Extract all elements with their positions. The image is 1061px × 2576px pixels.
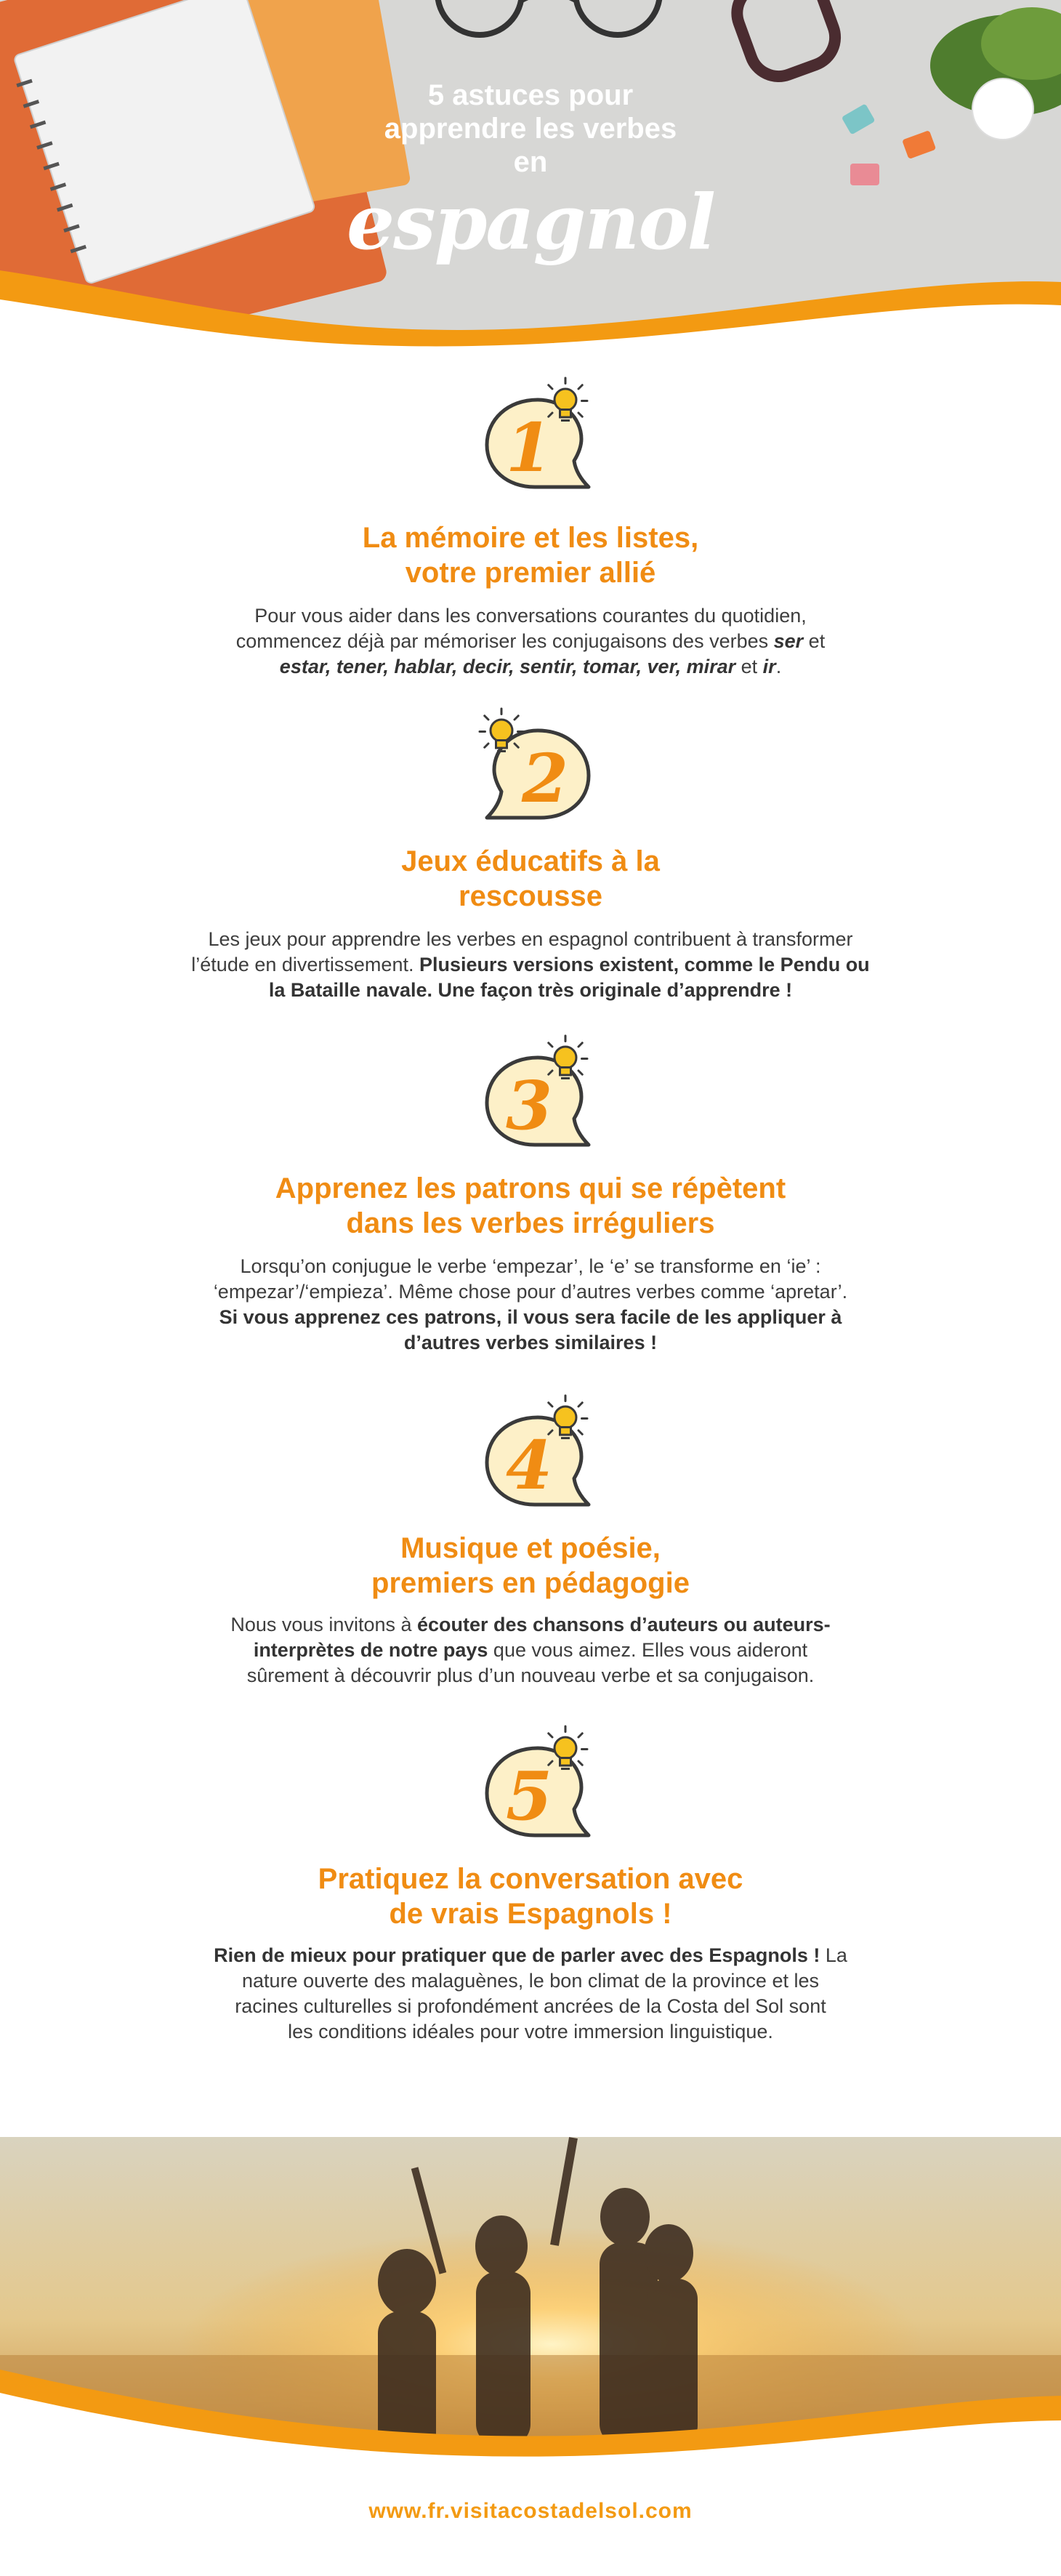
tip-3-body xyxy=(138,1254,923,1356)
tip-1-period: . xyxy=(775,656,782,677)
tip-1-badge-icon xyxy=(465,363,610,509)
tip-2-body-line-3 xyxy=(138,978,923,1003)
tip-3-title-line-2: dans les verbes irréguliers xyxy=(346,1207,715,1239)
website-link[interactable]: www.fr.visitacostadelsol.com xyxy=(368,2499,693,2523)
tip-4-body-bold-1: écouter des chansons d’auteurs ou auteurs- xyxy=(417,1614,831,1635)
tip-1-title-line-1: La mémoire et les listes, xyxy=(362,522,699,554)
title-script: espagnol xyxy=(346,177,715,267)
title-line-1: 5 astuces pour xyxy=(427,79,634,111)
tip-5-body-line-2: nature ouverte des malaguènes, le bon climat de la province et les xyxy=(242,1970,819,1992)
title-line-3: en xyxy=(513,146,548,178)
tip-1-body-text-et: et xyxy=(803,630,826,652)
sunset-illustration xyxy=(0,2137,1061,2471)
page-title xyxy=(0,79,1061,267)
tip-1-body-text-et-2: et xyxy=(735,656,763,677)
tip-4-body-line-3: sûrement à découvrir plus d’un nouveau verbe et sa conjugaison. xyxy=(246,1665,815,1686)
tip-4-body-line-1 xyxy=(138,1612,923,1638)
tip-2-body-line-1: Les jeux pour apprendre les verbes en espagnol contribuent à transformer xyxy=(208,928,853,950)
tip-4-body-text: Nous vous invitons à xyxy=(230,1614,417,1635)
lightbulb-icon xyxy=(480,709,523,752)
tip-3-body-line-3 xyxy=(138,1305,923,1330)
tip-4-title xyxy=(131,1531,930,1601)
tip-4-number: 4 xyxy=(505,1426,553,1505)
tip-2-body xyxy=(138,927,923,1003)
tip-5-body-text: La xyxy=(820,1944,847,1966)
tip-3-body-line-2: ‘empezar’/‘empieza’. Même chose pour d’autres verbes comme ‘apretar’. xyxy=(213,1281,848,1303)
tip-2-body-bold-1: Plusieurs versions existent, comme le Pendu ou xyxy=(419,954,870,975)
tip-3-title-line-1: Apprenez les patrons qui se répètent xyxy=(275,1172,786,1204)
tip-4-body-bold-2: interprètes de notre pays xyxy=(253,1639,488,1661)
title-line-2: apprendre les verbes xyxy=(384,113,677,145)
tip-3-badge-icon xyxy=(465,1021,610,1167)
tip-4-title-line-1: Musique et poésie, xyxy=(400,1532,661,1564)
tip-3-number: 3 xyxy=(505,1066,553,1145)
tip-4-body-text-2: que vous aimez. Elles vous aideront xyxy=(488,1639,808,1661)
tip-2-badge-icon xyxy=(465,694,610,840)
tip-3-body-line-1: Lorsqu’on conjugue le verbe ‘empezar’, le ‘e’ se transforme en ‘ie’ : xyxy=(240,1255,821,1277)
verb-list: estar, tener, hablar, decir, sentir, tomar, ver, mirar xyxy=(279,656,736,677)
tip-4-badge-icon xyxy=(465,1381,610,1526)
tip-1-title-line-2: votre premier allié xyxy=(405,557,656,589)
tip-2-title-line-2: rescousse xyxy=(459,880,602,912)
tip-2-body-bold-2: la Bataille navale. Une façon très originale d’apprendre ! xyxy=(268,979,793,1001)
tip-5-body xyxy=(138,1943,923,2045)
tip-1-body-text: commencez déjà par mémoriser les conjugaisons des verbes xyxy=(235,630,774,652)
tip-1-title xyxy=(131,520,930,590)
tip-5-body-line-3: racines culturelles si profondément ancrées de la Costa del Sol sont xyxy=(235,1995,826,2017)
tip-3-title xyxy=(131,1171,930,1241)
tip-5-badge-icon xyxy=(465,1712,610,1857)
tip-2-body-text: l’étude en divertissement. xyxy=(191,954,419,975)
glasses-image xyxy=(437,0,660,35)
tip-5-number: 5 xyxy=(505,1757,553,1835)
sunset-friends-photo xyxy=(0,2137,1061,2471)
tip-5-title xyxy=(131,1861,930,1931)
tip-1-body-line-1: Pour vous aider dans les conversations courantes du quotidien, xyxy=(254,605,807,627)
tip-5-body-line-1 xyxy=(138,1943,923,1968)
tip-5-title-line-1: Pratiquez la conversation avec xyxy=(318,1863,743,1895)
tip-5-body-bold: Rien de mieux pour pratiquer que de parler avec des Espagnols ! xyxy=(214,1944,820,1966)
tip-3-body-bold-1: Si vous apprenez ces patrons, il vous sera facile de les appliquer à xyxy=(219,1306,842,1328)
header-banner xyxy=(0,0,1061,349)
tip-3-body-line-4 xyxy=(138,1330,923,1356)
tip-2-title-line-1: Jeux éducatifs à la xyxy=(401,845,660,877)
tip-3-body-bold-2: d’autres verbes similaires ! xyxy=(403,1332,658,1353)
tip-2-title xyxy=(131,844,930,914)
tip-4-body xyxy=(138,1612,923,1689)
watch-image xyxy=(729,0,843,84)
tip-1-body xyxy=(138,603,923,680)
tip-1-number: 1 xyxy=(505,408,553,487)
tip-4-body-line-2 xyxy=(138,1638,923,1663)
tip-5-title-line-2: de vrais Espagnols ! xyxy=(389,1898,672,1930)
tip-5-body-line-4: les conditions idéales pour votre immersion linguistique. xyxy=(288,2021,773,2042)
tip-2-number: 2 xyxy=(521,739,569,818)
tip-2-body-line-2 xyxy=(138,952,923,978)
tip-4-title-line-2: premiers en pédagogie xyxy=(371,1567,690,1599)
verb-ser: ser xyxy=(773,630,804,652)
tip-1-body-line-3 xyxy=(138,654,923,680)
verb-ir: ir xyxy=(762,656,776,677)
tip-1-body-line-2 xyxy=(138,629,923,654)
